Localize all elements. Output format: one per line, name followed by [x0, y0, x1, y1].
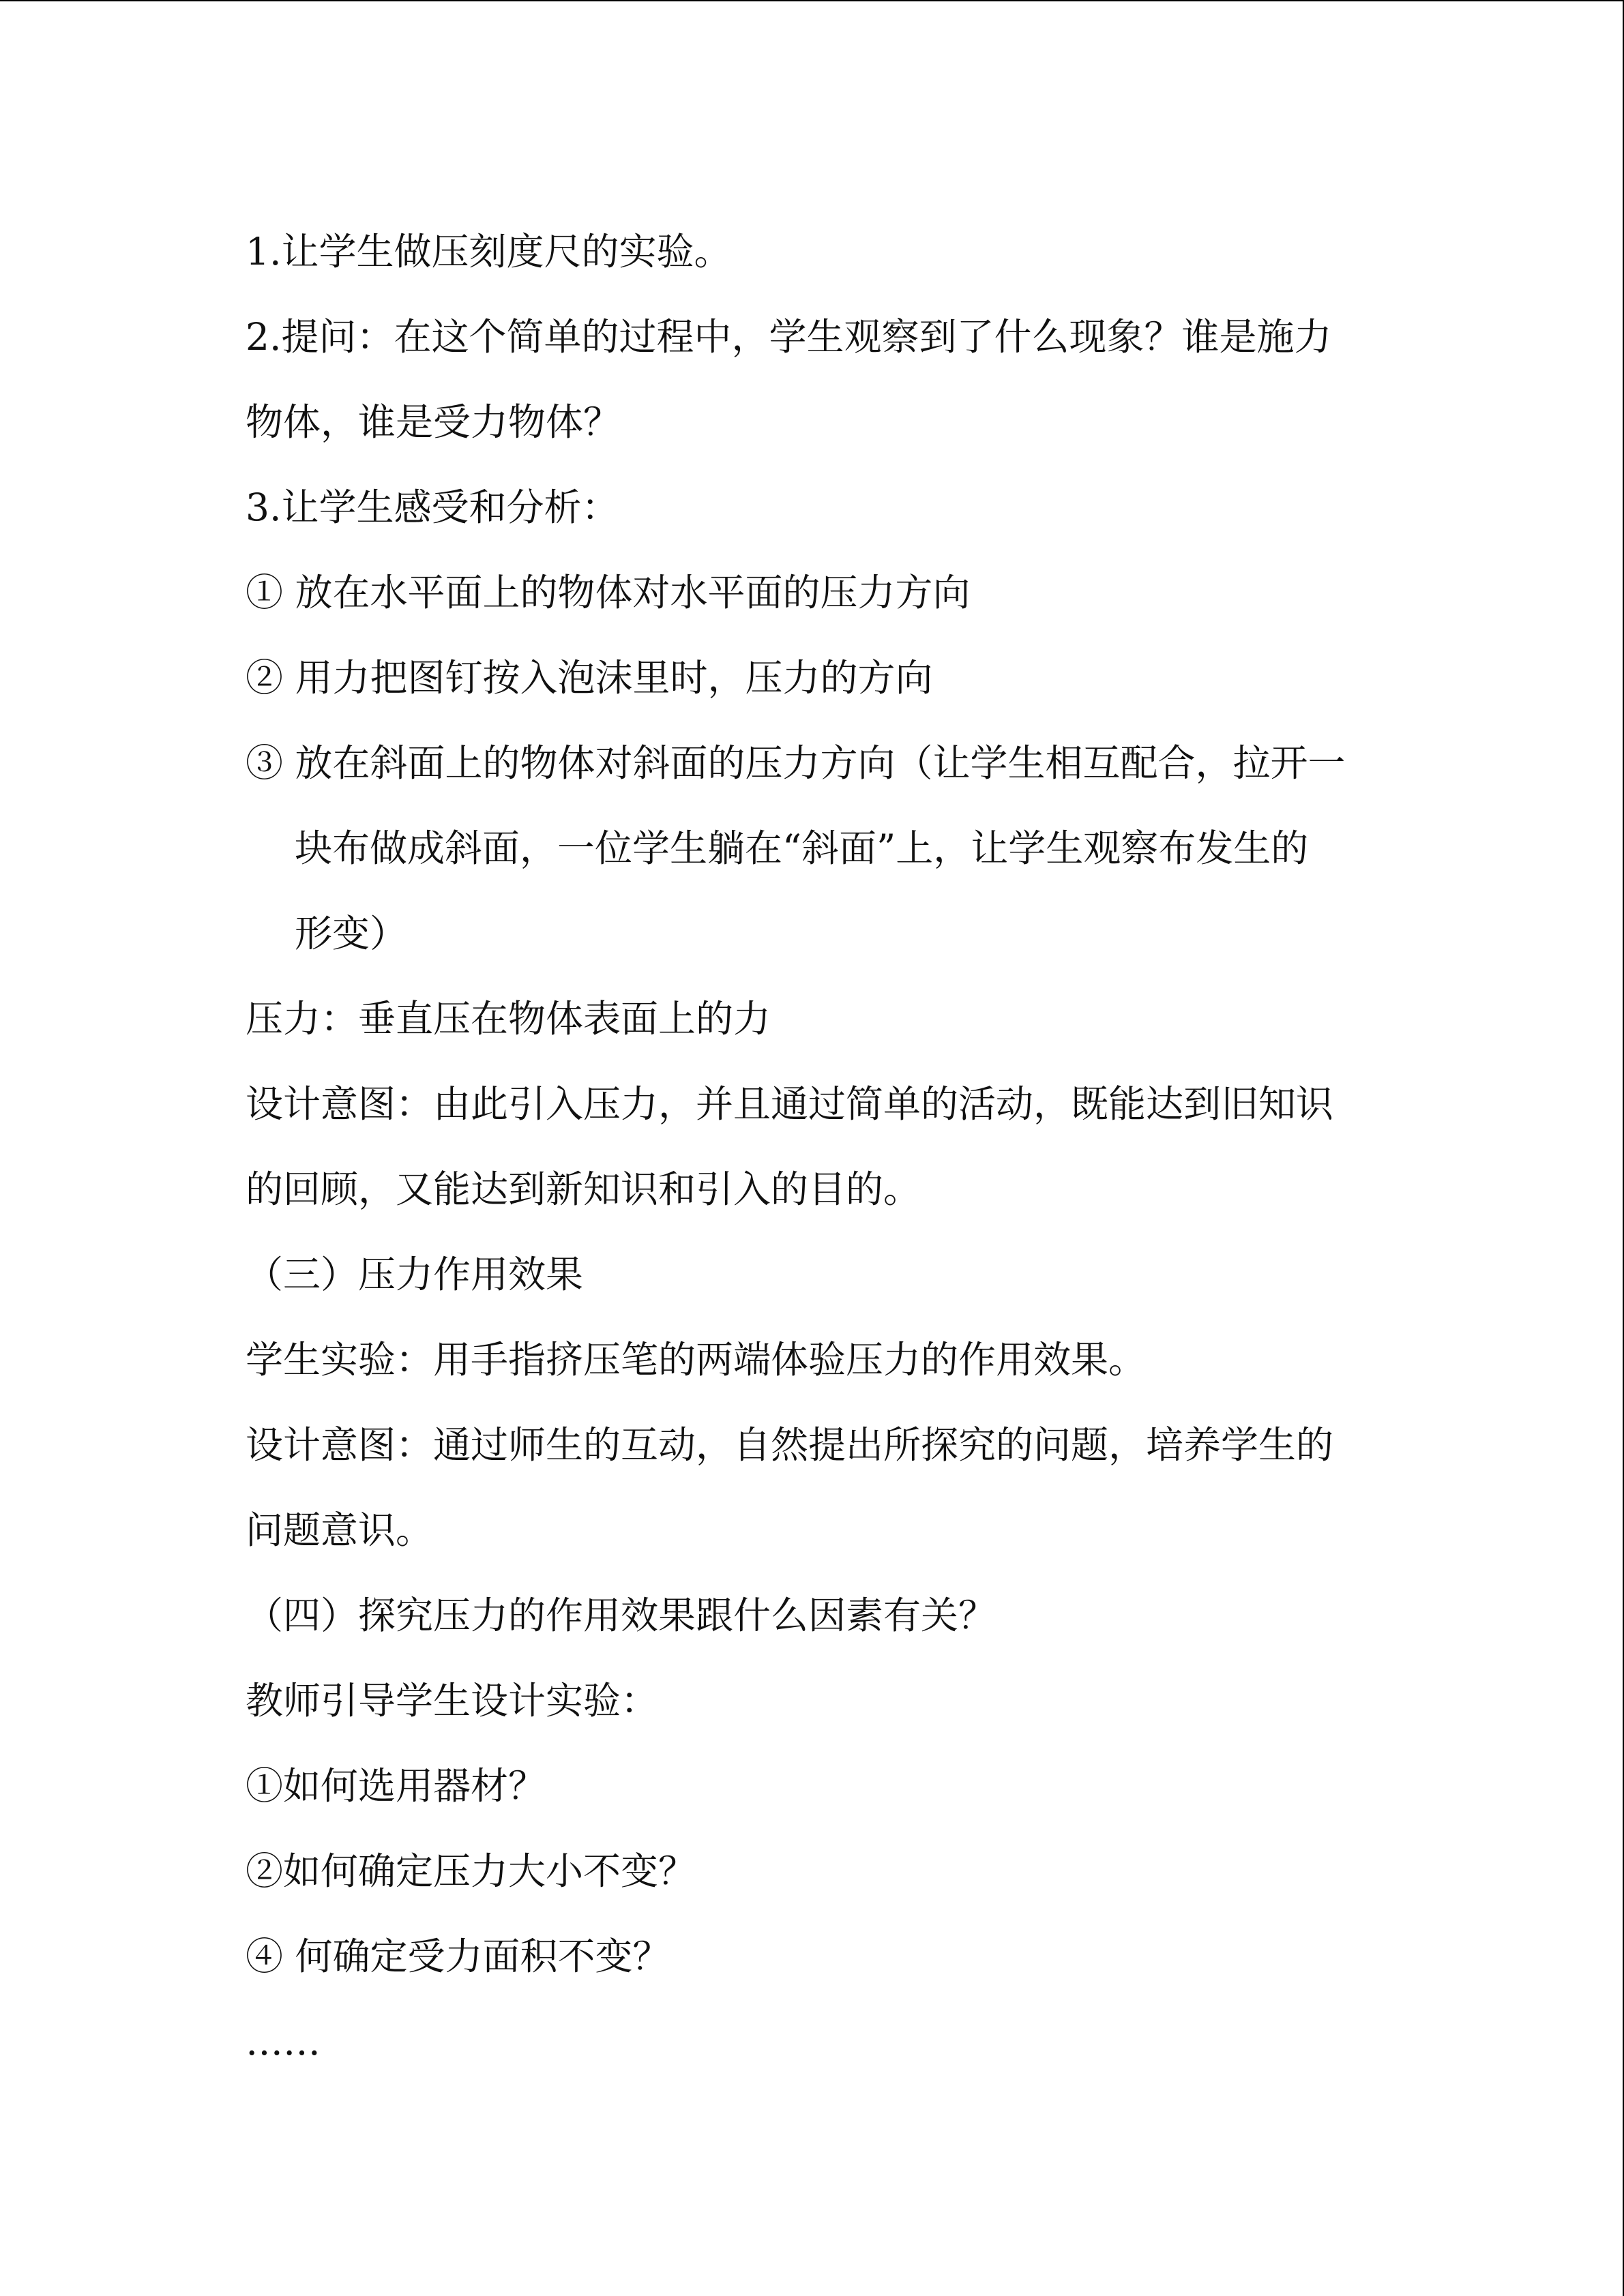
text-line: ④ 何确定受力面积不变？ [246, 1935, 670, 1978]
text-line: 压力：垂直压在物体表面上的力 [246, 997, 771, 1041]
text-line: 3.让学生感受和分析： [246, 486, 619, 529]
text-line: ① 放在水平面上的物体对水平面的压力方向 [246, 571, 971, 614]
text-line: ③ 放在斜面上的物体对斜面的压力方向（让学生相互配合，拉开一 [246, 741, 1346, 785]
text-line: 学生实验：用手指挤压笔的两端体验压力的作用效果。 [246, 1338, 1147, 1382]
text-line: 块布做成斜面，一位学生躺在“斜面”上，让学生观察布发生的 [295, 826, 1309, 870]
ellipsis-line: …… [246, 2020, 321, 2063]
text-line: 设计意图：通过师生的互动，自然提出所探究的问题，培养学生的 [246, 1423, 1334, 1467]
text-line: 的回顾，又能达到新知识和引入的目的。 [246, 1167, 921, 1211]
section-heading: （三）压力作用效果 [246, 1253, 584, 1296]
text-line: ② 用力把图钉按入泡沫里时，压力的方向 [246, 656, 933, 700]
text-line: ②如何确定压力大小不变？ [246, 1849, 696, 1893]
text-line: 设计意图：由此引入压力，并且通过简单的活动，既能达到旧知识 [246, 1082, 1334, 1126]
text-line: 2.提问：在这个简单的过程中，学生观察到了什么现象？谁是施力 [246, 315, 1332, 359]
text-line: ①如何选用器材？ [246, 1764, 546, 1808]
text-line: 1.让学生做压刻度尺的实验。 [246, 230, 732, 273]
text-line: 形变） [295, 912, 408, 955]
document-body [246, 209, 1378, 2085]
text-line: 物体，谁是受力物体？ [246, 400, 621, 444]
text-line: 问题意识。 [246, 1508, 434, 1552]
text-line: 教师引导学生设计实验： [246, 1679, 659, 1723]
section-heading: （四）探究压力的作用效果跟什么因素有关？ [246, 1594, 996, 1637]
